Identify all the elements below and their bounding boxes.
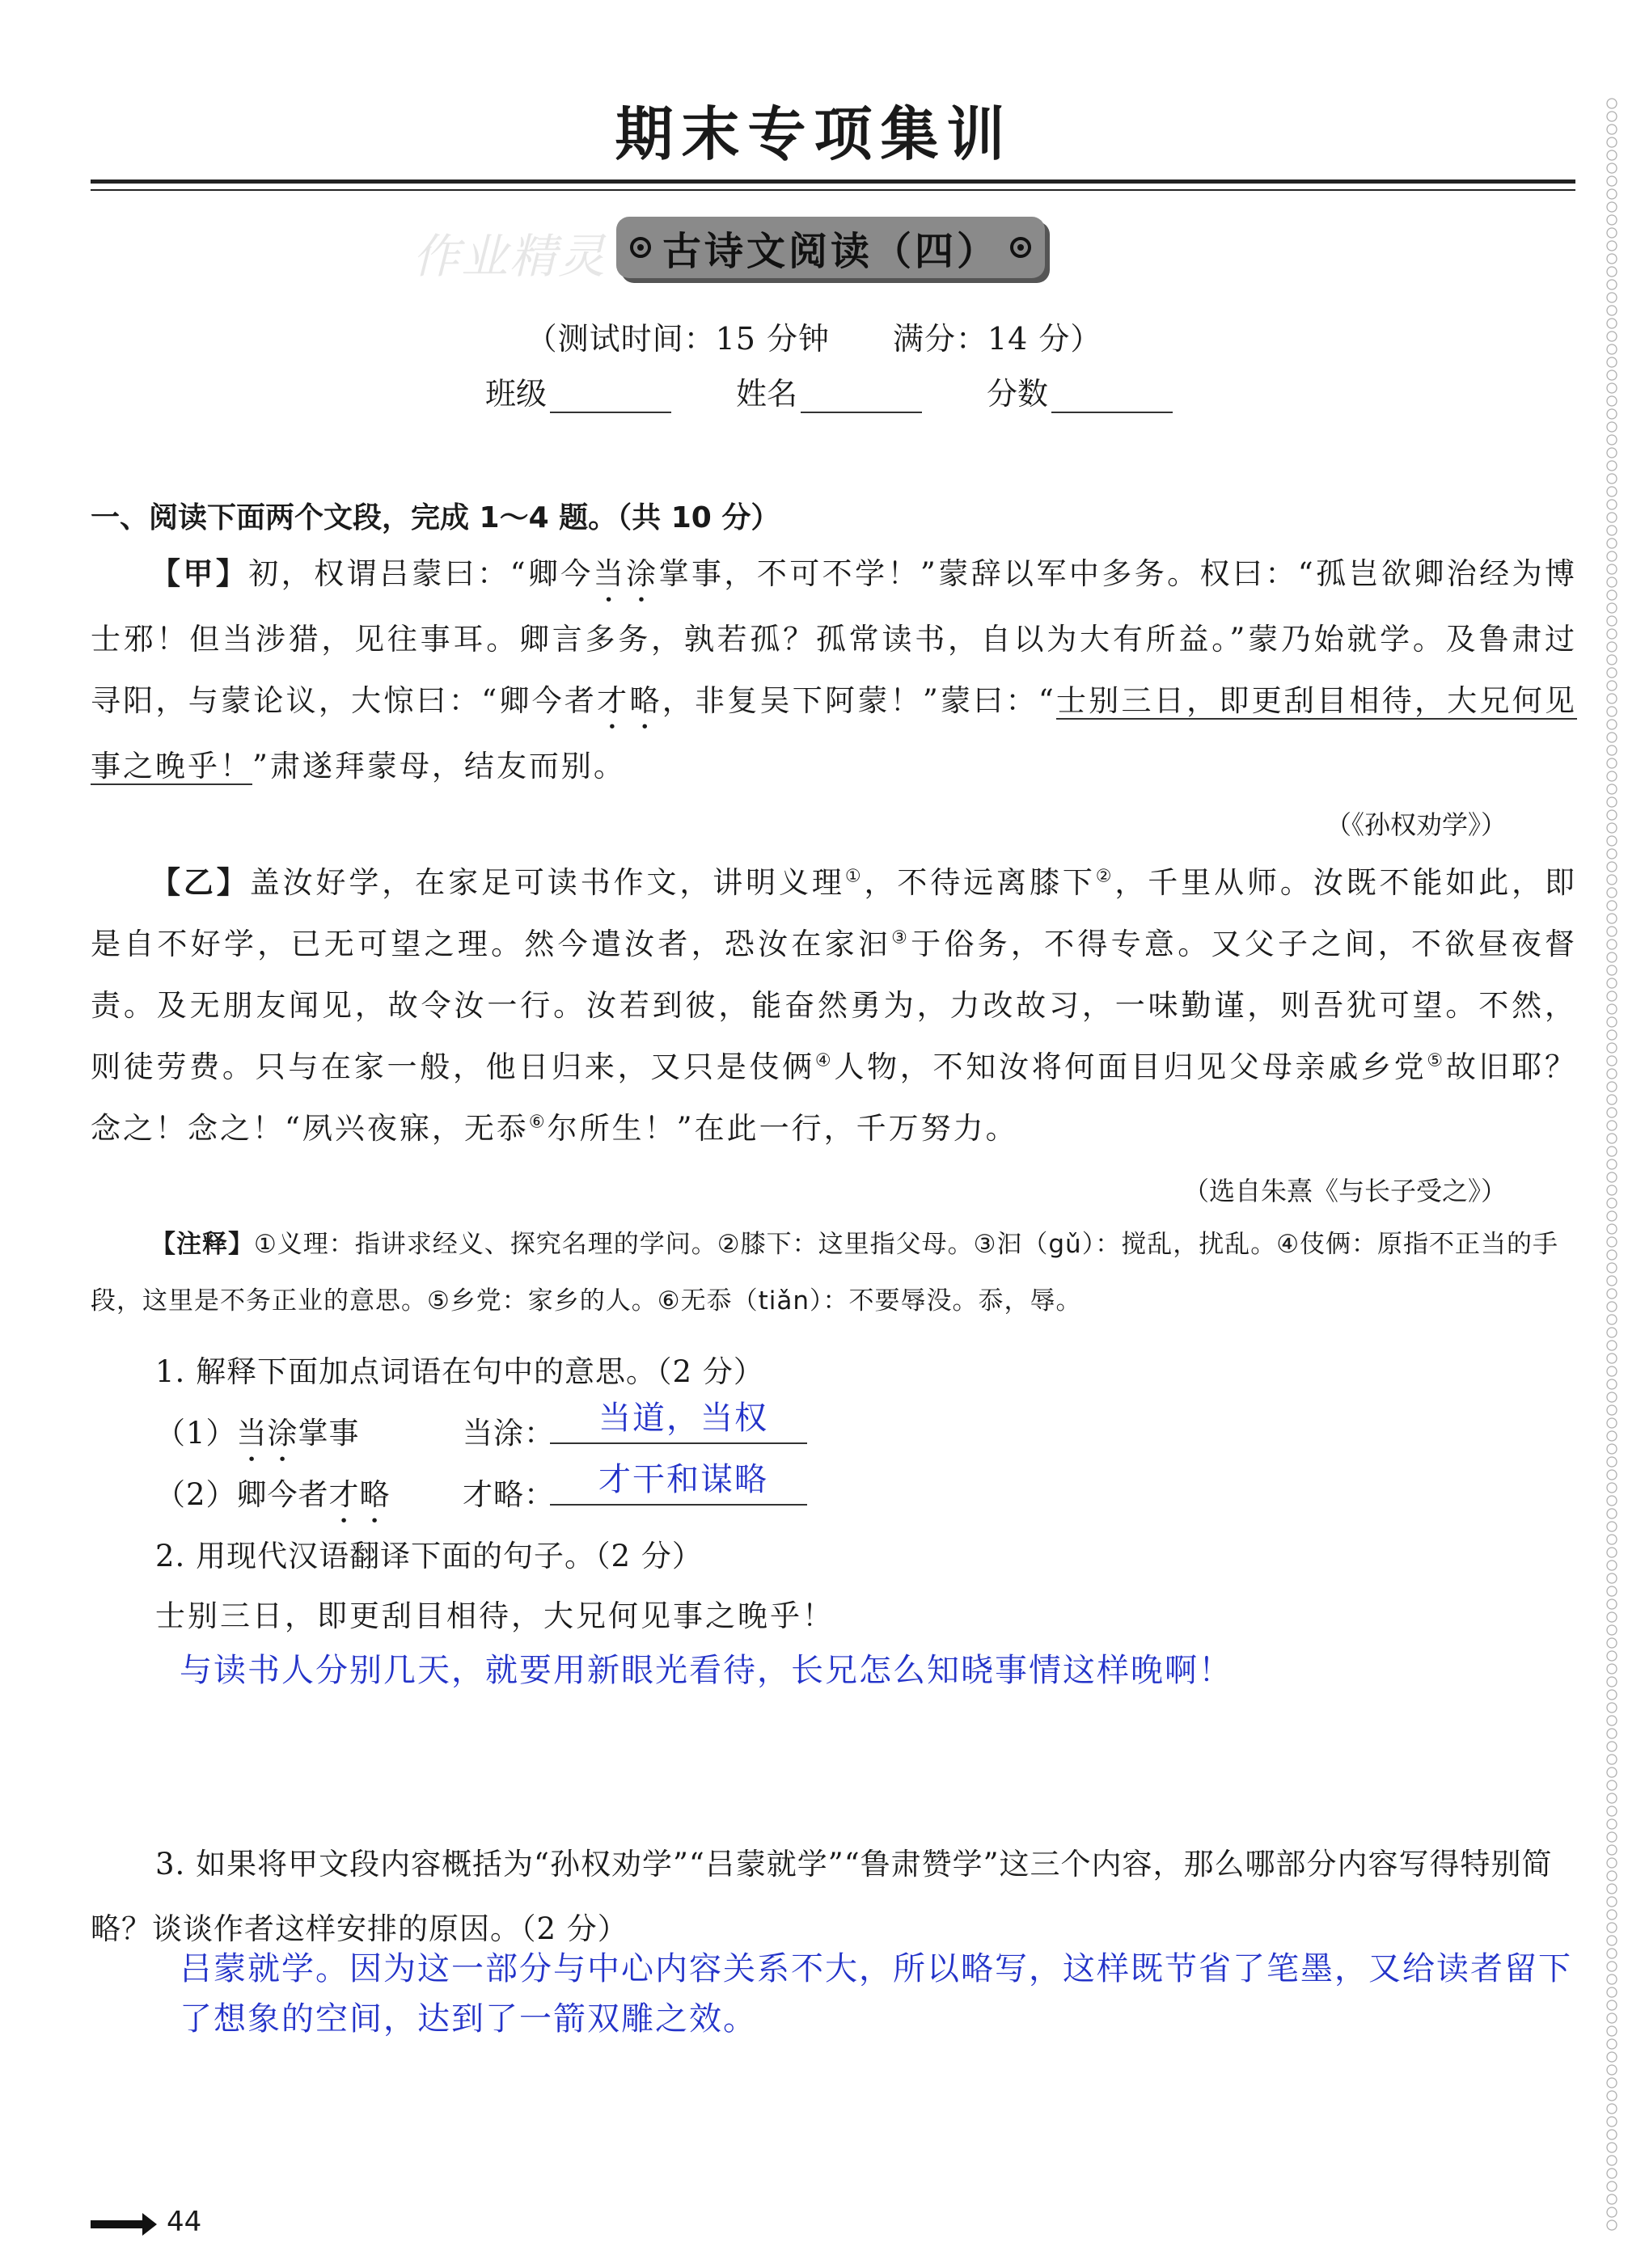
passage-text: ，千里从师。汝既不能如此，即是自不好学，已无可望之理。然今遣汝者，恐汝在家汩	[91, 865, 1578, 961]
passage-label: 【乙】	[150, 865, 250, 900]
q1-item-1	[155, 1409, 360, 1468]
annotations	[91, 1216, 1577, 1329]
name-label: 姓名	[736, 376, 798, 412]
question-3-prompt: 3. 如果将甲文段内容概括为“孙权劝学”“吕蒙就学”“鲁肃赞学”这三个内容，那么哪部分内容写得特别简略？谈谈作者这样安排的原因。（2 分）	[91, 1847, 1553, 1946]
class-field[interactable]	[485, 369, 671, 413]
question-2-prompt: 2. 用现代汉语翻译下面的句子。（2 分）	[155, 1539, 703, 1573]
passage-text: ”肃遂拜蒙母，结友而别。	[252, 749, 626, 783]
section-banner	[616, 217, 1045, 278]
watermark-logo: 作业精灵	[412, 229, 607, 284]
test-info: （测试时间：15 分钟 满分：14 分）	[526, 321, 1102, 357]
class-label: 班级	[485, 376, 548, 412]
passage-label: 【甲】	[150, 556, 249, 591]
item-suffix: 掌事	[298, 1416, 360, 1451]
page-edge-decoration	[1605, 97, 1618, 2232]
name-field[interactable]	[736, 369, 922, 413]
passage-text: 尔所生！”在此一行，千万努力。	[547, 1111, 1018, 1146]
question-1-prompt: 1. 解释下面加点词语在句中的意思。（2 分）	[155, 1354, 764, 1389]
passage-text: ，非复吴下阿蒙！”蒙曰：“	[662, 683, 1056, 718]
bullseye-icon	[630, 237, 651, 258]
passage-text: 人物，不知汝将何面目归见父母亲戚乡党	[834, 1050, 1427, 1084]
note-marker: ②	[1095, 866, 1115, 887]
title-rule-thin	[91, 189, 1575, 191]
passage-text: ，不待远离膝下	[864, 865, 1096, 900]
q1-term-1: 当涂：	[463, 1416, 555, 1451]
passage-text: 掌事，不可不学！”蒙辞以军中多务。权曰：“孤岂欲卿治经为博士邪！但当涉猎，见往事耳。卿言多务，孰若孤？孤常读书，自以为大有所益。”蒙乃始就学。及鲁肃过寻阳，与蒙论议，大惊曰：“卿今者	[91, 556, 1578, 718]
handwritten-answer-q2: 与读书人分别几天，就要用新眼光看待，长兄怎么知晓事情这样晚啊！	[180, 1652, 1233, 1689]
passage-text: 初，权谓吕蒙曰：“卿今	[248, 556, 594, 591]
question-group-heading: 一、阅读下面两个文段，完成 1～4 题。（共 10 分）	[91, 501, 780, 534]
name-blank[interactable]	[801, 384, 922, 413]
dotted-word: 才略	[328, 1477, 391, 1512]
q1-term-2: 才略：	[463, 1477, 555, 1512]
annotation-text: ①义理：指讲求经义、探究名理的学问。②膝下：这里指父母。③汩（gǔ）：搅乱，扰乱。④伎俩：原指不正当的手段，这里是不务正业的意思。⑤乡党：家乡的人。⑥无忝（tiǎn）：不要辱没。忝，辱。	[91, 1230, 1558, 1316]
score-blank[interactable]	[1051, 384, 1173, 413]
passage-text: 故旧耶？念之！念之！“夙兴夜寐，无忝	[91, 1050, 1577, 1146]
section-title: 古诗文阅读（四）	[662, 228, 999, 274]
note-marker: ③	[891, 927, 911, 948]
dotted-word: 才略	[597, 683, 662, 718]
note-marker: ⑥	[528, 1112, 548, 1133]
handwritten-answer-2: 才干和谋略	[598, 1461, 768, 1498]
dotted-word: 当涂	[236, 1416, 298, 1451]
arrow-right-icon	[91, 2220, 146, 2228]
page-title: 期末专项集训	[615, 100, 1013, 168]
question-2-sentence: 士别三日，即更刮目相待，大兄何见事之晚乎！	[155, 1599, 835, 1633]
title-rule-thick	[91, 179, 1575, 184]
note-marker: ④	[814, 1050, 835, 1071]
student-fields	[485, 369, 1173, 413]
handwritten-answer-q3: 吕蒙就学。因为这一部分与中心内容关系不大，所以略写，这样既节省了笔墨，又给读者留下了想象的空间，达到了一箭双雕之效。	[180, 1950, 1572, 2038]
passage-text: 盖汝好学，在家足可读书作文，讲明义理	[249, 865, 845, 900]
handwritten-answer-1: 当道，当权	[598, 1400, 768, 1437]
q1-item-2	[155, 1470, 391, 1530]
bullseye-icon	[1010, 237, 1031, 258]
source-citation: （《孙权劝学》）	[1325, 809, 1507, 840]
dotted-word: 当涂	[593, 556, 659, 591]
passage-jia	[91, 543, 1577, 797]
item-prefix: （1）	[155, 1416, 237, 1451]
item-prefix: （2）卿今者	[155, 1477, 329, 1512]
page-number: 44	[167, 2206, 202, 2238]
note-marker: ⑤	[1427, 1050, 1446, 1071]
score-label: 分数	[987, 376, 1049, 412]
source-citation: （选自朱熹《与长子受之》）	[1182, 1176, 1507, 1206]
class-blank[interactable]	[550, 384, 671, 413]
score-field[interactable]	[987, 369, 1173, 413]
passage-yi	[91, 852, 1577, 1159]
underlined-sentence: 士别三日，即更刮目相待，大兄何见事之晚乎！	[91, 683, 1578, 783]
note-marker: ①	[844, 866, 865, 887]
passage-text: 于俗务，不得专意。又父子之间，不欲昼夜督责。及无朋友闻见，故令汝一行。汝若到彼，能奋然勇为，力改故习，一味勤谨，则吾犹可望。不然，则徒劳费。只与在家一般，他日归来，又只是伎俩	[91, 927, 1578, 1084]
annotation-tag: 【注释】	[150, 1230, 254, 1259]
